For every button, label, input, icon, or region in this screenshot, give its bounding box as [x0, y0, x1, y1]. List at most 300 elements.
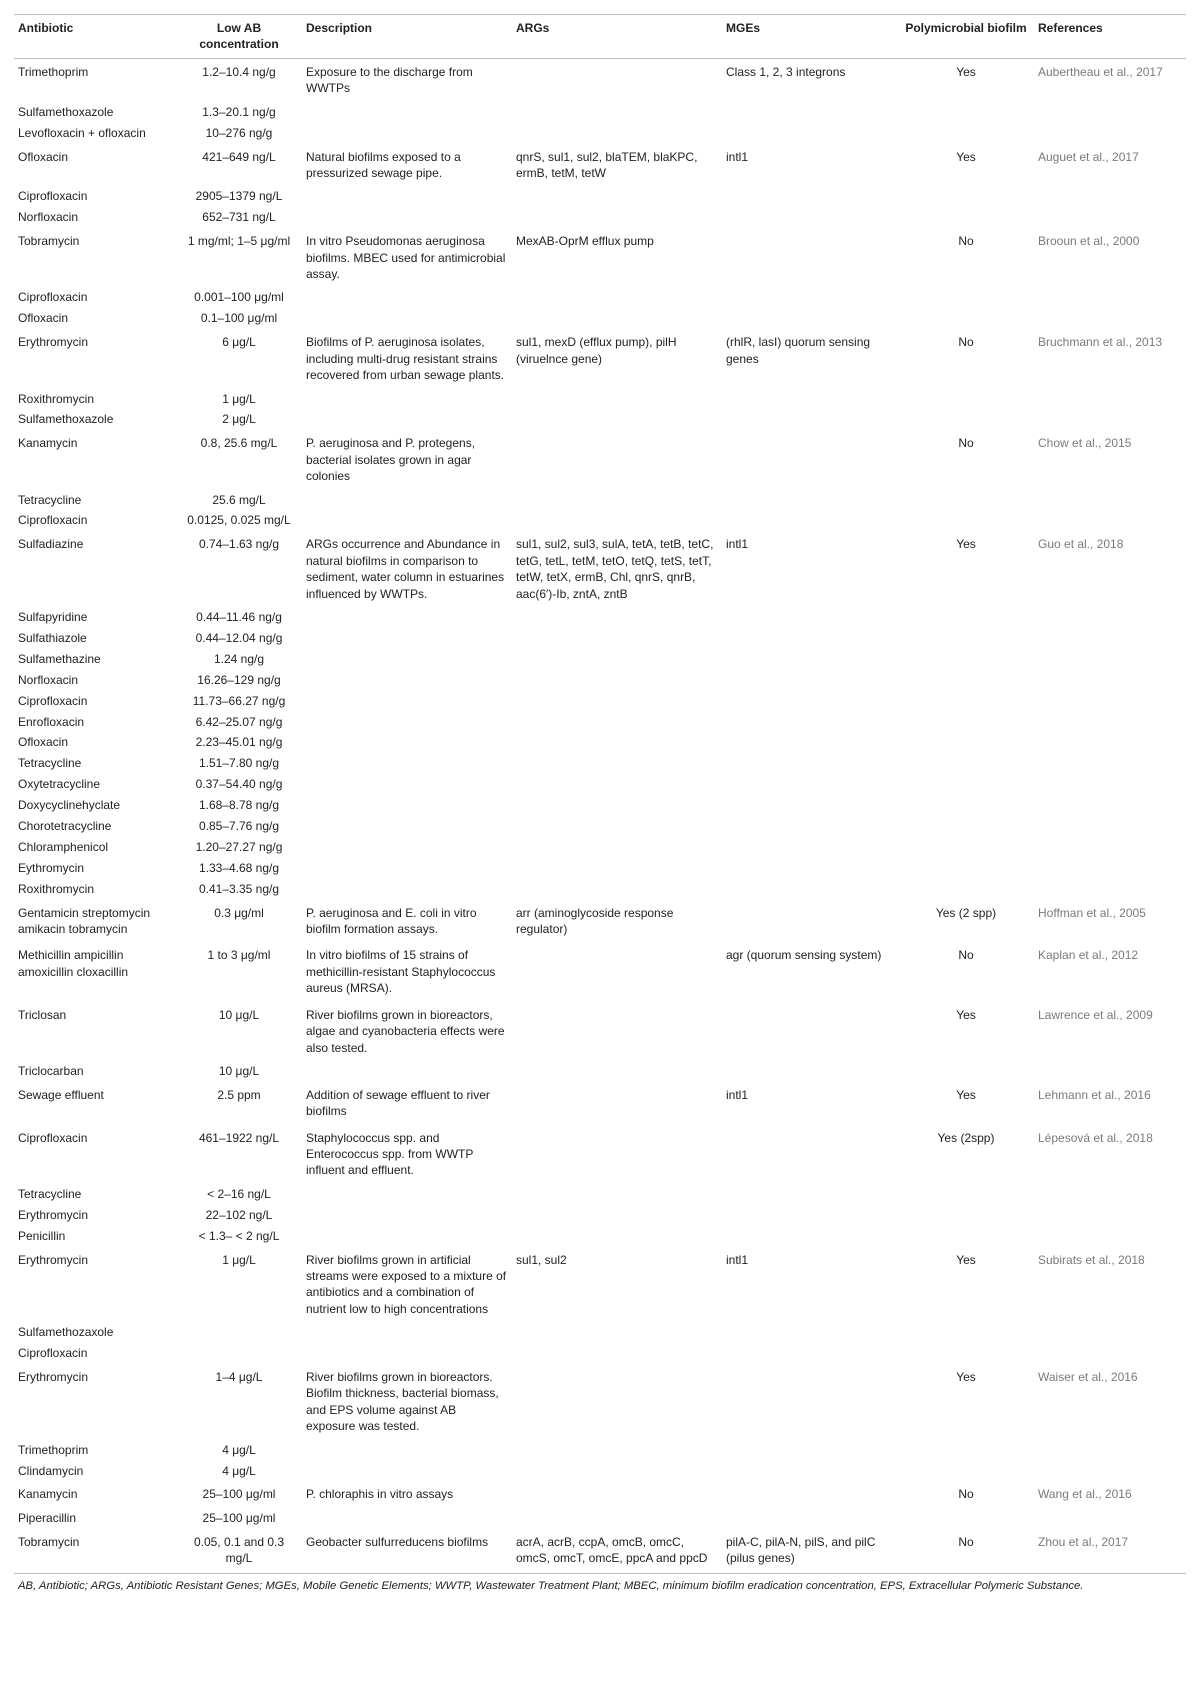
cell-antibiotic: Roxithromycin — [18, 391, 95, 406]
cell-concentration — [176, 1322, 302, 1343]
table-row — [14, 144, 1186, 187]
cell-mges: Class 1, 2, 3 integrons — [726, 65, 846, 79]
cell-description: P. aeruginosa and E. coli in vitro biofilm formation assays. — [306, 905, 477, 937]
cell-mges — [722, 795, 898, 816]
cell-antibiotic: Sulfamethoxazole — [18, 412, 114, 427]
cell-description — [302, 409, 512, 430]
cell-polymicrobial — [898, 1508, 1034, 1529]
cell-args — [512, 837, 722, 858]
cell-antibiotic: Sewage effluent — [18, 1087, 104, 1102]
cell-description — [302, 1508, 512, 1529]
cell-reference — [1034, 670, 1186, 691]
cell-args — [512, 1184, 722, 1205]
cell-reference — [1034, 490, 1186, 511]
cell-polymicrobial — [898, 816, 1034, 837]
cell-args — [512, 691, 722, 712]
cell-antibiotic: Norfloxacin — [18, 672, 79, 687]
cell-antibiotic: Trimethoprim — [18, 65, 89, 79]
cell-antibiotic: Tetracycline — [18, 1186, 82, 1201]
cell-description — [302, 1226, 512, 1247]
cell-description: P. aeruginosa and P. protegens, bacterial isolates grown in agar colonies — [306, 436, 476, 484]
cell-description — [302, 837, 512, 858]
cell-args — [512, 858, 722, 879]
cell-antibiotic: Penicillin — [18, 1228, 66, 1243]
cell-polymicrobial: No — [958, 234, 974, 249]
cell-mges — [722, 430, 898, 489]
cell-reference: Wang et al., 2016 — [1038, 1487, 1132, 1502]
cell-reference — [1034, 1461, 1186, 1482]
table-row — [14, 712, 1186, 733]
table-row — [14, 879, 1186, 900]
table-row — [14, 858, 1186, 879]
table-row — [14, 1322, 1186, 1343]
table-row — [14, 900, 1186, 943]
cell-description — [302, 1061, 512, 1082]
cell-reference — [1034, 308, 1186, 329]
cell-polymicrobial — [898, 186, 1034, 207]
cell-args — [512, 712, 722, 733]
cell-polymicrobial: Yes — [956, 1370, 976, 1384]
cell-concentration: 10 μg/L — [218, 1007, 260, 1022]
cell-args: acrA, acrB, ccpA, omcB, omcC, omcS, omcT, omcE, ppcA and ppcD — [512, 1529, 722, 1573]
cell-antibiotic: Erythromycin — [18, 1370, 89, 1384]
cell-reference: Lawrence et al., 2009 — [1038, 1007, 1153, 1022]
cell-mges — [722, 1184, 898, 1205]
table-row — [14, 207, 1186, 228]
cell-polymicrobial: Yes — [956, 1087, 976, 1102]
cell-args — [512, 774, 722, 795]
cell-mges: intl1 — [726, 1087, 749, 1102]
cell-polymicrobial — [898, 732, 1034, 753]
table-row — [14, 1508, 1186, 1529]
cell-polymicrobial: No — [898, 1529, 1034, 1573]
cell-concentration: 1.2–10.4 ng/g — [202, 65, 276, 79]
cell-antibiotic: Kanamycin — [18, 436, 78, 451]
cell-description: Staphylococcus spp. and Enterococcus spp. from WWTP influent and effluent. — [306, 1130, 474, 1178]
table-row — [14, 1461, 1186, 1482]
cell-reference — [1034, 858, 1186, 879]
cell-args — [512, 1461, 722, 1482]
cell-concentration: 1 μg/L — [222, 391, 256, 406]
table-row — [14, 732, 1186, 753]
cell-polymicrobial — [898, 649, 1034, 670]
cell-antibiotic: Tetracycline — [18, 492, 82, 507]
cell-antibiotic: Methicillin ampicillin amoxicillin cloxacillin — [18, 948, 129, 979]
cell-args — [512, 649, 722, 670]
cell-polymicrobial — [898, 510, 1034, 531]
cell-concentration: 0.74–1.63 ng/g — [198, 537, 280, 552]
header-low-ab-concentration: Low AB concentration — [176, 15, 302, 59]
cell-polymicrobial: Yes — [956, 149, 976, 164]
cell-polymicrobial — [898, 628, 1034, 649]
cell-mges — [722, 879, 898, 900]
cell-reference: Subirats et al., 2018 — [1038, 1252, 1145, 1267]
cell-reference — [1034, 102, 1186, 123]
cell-antibiotic: Ofloxacin — [18, 735, 69, 750]
table-row — [14, 1082, 1186, 1125]
cell-description — [302, 186, 512, 207]
cell-args: arr (aminoglycoside response regulator) — [516, 905, 674, 937]
cell-description — [302, 1461, 512, 1482]
cell-mges — [722, 1125, 898, 1184]
cell-description — [302, 1322, 512, 1343]
table-row — [14, 942, 1186, 1001]
cell-description: ARGs occurrence and Abundance in natural biofilms in comparison to sediment, water column in estuarines influenced by WWTPs. — [306, 537, 505, 601]
cell-description — [302, 816, 512, 837]
cell-concentration: 2.23–45.01 ng/g — [195, 735, 283, 750]
table-row — [14, 1002, 1186, 1061]
table-row — [14, 1061, 1186, 1082]
cell-concentration: 2905–1379 ng/L — [195, 189, 283, 204]
cell-mges: (rhlR, lasI) quorum sensing genes — [726, 335, 871, 366]
cell-polymicrobial — [898, 1461, 1034, 1482]
cell-antibiotic: Kanamycin — [18, 1487, 78, 1502]
cell-args — [512, 607, 722, 628]
cell-polymicrobial — [898, 712, 1034, 733]
cell-antibiotic: Triclocarban — [18, 1063, 84, 1078]
table-row — [14, 1226, 1186, 1247]
table-row — [14, 531, 1186, 607]
cell-polymicrobial — [898, 1343, 1034, 1364]
cell-args — [512, 753, 722, 774]
cell-description: P. chloraphis in vitro assays — [306, 1487, 454, 1502]
cell-concentration: 0.8, 25.6 mg/L — [200, 436, 278, 451]
cell-mges — [722, 837, 898, 858]
table-row — [14, 649, 1186, 670]
cell-mges — [722, 649, 898, 670]
cell-concentration: 25–100 μg/ml — [202, 1510, 276, 1525]
cell-antibiotic: Ciprofloxacin — [18, 1346, 88, 1361]
cell-antibiotic: Erythromycin — [18, 335, 89, 350]
cell-concentration: 421–649 ng/L — [202, 149, 276, 164]
table-row — [14, 1364, 1186, 1440]
cell-polymicrobial — [898, 670, 1034, 691]
cell-mges — [722, 628, 898, 649]
cell-description: Geobacter sulfurreducens biofilms — [302, 1529, 512, 1573]
cell-args: sul1, mexD (efflux pump), pilH (viruelnce gene) — [516, 335, 677, 366]
table-body — [14, 59, 1186, 1574]
cell-description: Natural biofilms exposed to a pressurized sewage pipe. — [306, 149, 461, 181]
cell-concentration: 6 μg/L — [222, 335, 256, 350]
cell-polymicrobial: Yes — [956, 1252, 976, 1267]
cell-description — [302, 1440, 512, 1461]
cell-concentration: < 1.3– < 2 ng/L — [198, 1228, 280, 1243]
cell-antibiotic: Sulfamethazine — [18, 651, 101, 666]
cell-args: sul1, sul2, sul3, sulA, tetA, tetB, tetC, tetG, tetL, tetM, tetO, tetQ, tetS, tetT, tetW, tetX, ermB, Chl, qnrS, qnrB, aac(6′)-Ib, zntA, zntB — [516, 537, 714, 601]
table-row — [14, 389, 1186, 410]
cell-mges — [722, 510, 898, 531]
cell-mges — [722, 1061, 898, 1082]
cell-reference: Waiser et al., 2016 — [1038, 1370, 1138, 1384]
cell-mges — [722, 1364, 898, 1440]
cell-concentration: 0.41–3.35 ng/g — [198, 881, 280, 896]
cell-description — [302, 712, 512, 733]
cell-args — [512, 409, 722, 430]
cell-concentration: 11.73–66.27 ng/g — [192, 693, 286, 708]
cell-mges: intl1 — [726, 149, 749, 164]
cell-reference — [1034, 774, 1186, 795]
cell-mges — [722, 1440, 898, 1461]
cell-mges — [722, 1002, 898, 1061]
cell-concentration: 1.51–7.80 ng/g — [198, 756, 280, 771]
cell-mges — [722, 607, 898, 628]
cell-reference — [1034, 816, 1186, 837]
cell-reference: Kaplan et al., 2012 — [1038, 948, 1139, 963]
cell-concentration: 0.05, 0.1 and 0.3 mg/L — [176, 1529, 302, 1573]
cell-description: Exposure to the discharge from WWTPs — [306, 65, 473, 96]
cell-description — [302, 308, 512, 329]
table-row — [14, 670, 1186, 691]
cell-concentration: 22–102 ng/L — [205, 1207, 273, 1222]
cell-polymicrobial — [898, 490, 1034, 511]
cell-antibiotic: Tobramycin — [18, 234, 80, 249]
header-row — [14, 15, 1186, 59]
cell-reference — [1034, 1508, 1186, 1529]
cell-reference — [1034, 649, 1186, 670]
cell-args — [512, 430, 722, 489]
table-row — [14, 837, 1186, 858]
cell-description — [302, 607, 512, 628]
cell-polymicrobial — [898, 1205, 1034, 1226]
cell-args — [512, 186, 722, 207]
cell-polymicrobial — [898, 207, 1034, 228]
cell-mges — [722, 670, 898, 691]
cell-description — [302, 490, 512, 511]
cell-args — [512, 510, 722, 531]
cell-concentration: 25–100 μg/ml — [202, 1487, 276, 1502]
cell-args — [512, 1082, 722, 1125]
cell-args — [512, 732, 722, 753]
table-row — [14, 607, 1186, 628]
cell-concentration: 1–4 μg/L — [215, 1370, 263, 1384]
cell-antibiotic: Ciprofloxacin — [18, 1130, 88, 1145]
cell-concentration: 0.85–7.76 ng/g — [198, 819, 280, 834]
cell-reference: Zhou et al., 2017 — [1034, 1529, 1186, 1573]
cell-mges: agr (quorum sensing system) — [726, 948, 882, 963]
cell-args — [512, 670, 722, 691]
cell-concentration: 4 μg/L — [222, 1463, 256, 1478]
cell-reference: Guo et al., 2018 — [1038, 537, 1124, 552]
cell-reference — [1034, 1226, 1186, 1247]
table-row — [14, 1205, 1186, 1226]
cell-description — [302, 1343, 512, 1364]
cell-antibiotic: Sulfamethoxazole — [18, 104, 114, 119]
cell-mges: intl1 — [726, 1252, 749, 1267]
cell-polymicrobial — [898, 879, 1034, 900]
cell-polymicrobial — [898, 1322, 1034, 1343]
cell-description — [302, 691, 512, 712]
cell-concentration: 1.3–20.1 ng/g — [202, 104, 276, 119]
table-row — [14, 186, 1186, 207]
cell-description — [302, 795, 512, 816]
cell-mges — [722, 732, 898, 753]
cell-description — [302, 879, 512, 900]
table-row — [14, 1184, 1186, 1205]
cell-args — [512, 1125, 722, 1184]
cell-reference — [1034, 753, 1186, 774]
cell-description: River biofilms grown in artificial streams were exposed to a mixture of antibiotics and a combination of nutrient low to high concentrations — [306, 1252, 507, 1316]
header-references: References — [1034, 15, 1186, 59]
table-row — [14, 123, 1186, 144]
cell-antibiotic: Erythromycin — [18, 1207, 89, 1222]
cell-mges — [722, 1508, 898, 1529]
cell-polymicrobial — [898, 691, 1034, 712]
table-row — [14, 753, 1186, 774]
cell-antibiotic: Chloramphenicol — [18, 839, 109, 854]
cell-reference — [1034, 207, 1186, 228]
cell-args — [512, 389, 722, 410]
cell-reference — [1034, 795, 1186, 816]
cell-reference — [1034, 123, 1186, 144]
table-row — [14, 510, 1186, 531]
cell-polymicrobial: Yes — [956, 65, 976, 79]
cell-mges — [722, 228, 898, 287]
cell-mges — [722, 1461, 898, 1482]
cell-mges — [722, 753, 898, 774]
cell-concentration: 6.42–25.07 ng/g — [195, 714, 283, 729]
cell-polymicrobial: Yes — [956, 1007, 976, 1022]
table-row — [14, 628, 1186, 649]
cell-concentration: 461–1922 ng/L — [198, 1130, 280, 1145]
cell-concentration: 0.0125, 0.025 mg/L — [187, 513, 291, 528]
table-row — [14, 228, 1186, 287]
cell-antibiotic: Ciprofloxacin — [18, 290, 88, 305]
cell-mges — [722, 1205, 898, 1226]
cell-concentration: 1.68–8.78 ng/g — [198, 798, 280, 813]
cell-polymicrobial — [898, 389, 1034, 410]
cell-concentration — [176, 1343, 302, 1364]
table-row — [14, 430, 1186, 489]
cell-polymicrobial: No — [958, 1487, 974, 1502]
cell-concentration: 2 μg/L — [222, 412, 256, 427]
cell-args — [512, 879, 722, 900]
table-row — [14, 102, 1186, 123]
cell-args: qnrS, sul1, sul2, blaTEM, blaKPC, ermB, tetM, tetW — [516, 149, 698, 181]
cell-antibiotic: Sulfadiazine — [18, 537, 84, 552]
cell-description — [302, 628, 512, 649]
table-footnote: AB, Antibiotic; ARGs, Antibiotic Resistant Genes; MGEs, Mobile Genetic Elements; WWTP, Wastewater Treatment Plant; MBEC, minimum biofilm eradication concentration, EPS, Extracellular Polymeric Substance. — [18, 1579, 1084, 1592]
table-row — [14, 490, 1186, 511]
cell-args — [512, 123, 722, 144]
cell-description — [302, 102, 512, 123]
cell-reference: Lépesová et al., 2018 — [1038, 1130, 1153, 1145]
cell-reference — [1034, 409, 1186, 430]
cell-antibiotic: Sulfamethozaxole — [18, 1325, 114, 1340]
cell-reference — [1034, 389, 1186, 410]
cell-args — [512, 1364, 722, 1440]
cell-antibiotic: Clindamycin — [18, 1463, 84, 1478]
cell-antibiotic: Piperacillin — [18, 1510, 77, 1525]
cell-description — [302, 858, 512, 879]
table-row — [14, 1343, 1186, 1364]
cell-polymicrobial — [898, 774, 1034, 795]
cell-antibiotic: Enrofloxacin — [18, 714, 85, 729]
cell-reference — [1034, 287, 1186, 308]
cell-args — [512, 1205, 722, 1226]
cell-antibiotic: Tobramycin — [14, 1529, 176, 1573]
cell-reference: Aubertheau et al., 2017 — [1038, 65, 1163, 79]
cell-mges — [722, 1226, 898, 1247]
cell-description — [302, 389, 512, 410]
cell-antibiotic: Chorotetracycline — [18, 819, 112, 834]
cell-reference — [1034, 879, 1186, 900]
cell-args — [512, 1508, 722, 1529]
table-container — [14, 14, 1186, 1594]
cell-mges — [722, 389, 898, 410]
table-row — [14, 1247, 1186, 1323]
cell-args — [512, 1061, 722, 1082]
cell-antibiotic: Tetracycline — [18, 756, 82, 771]
cell-args: MexAB-OprM efflux pump — [516, 234, 654, 249]
cell-polymicrobial — [898, 102, 1034, 123]
cell-mges — [722, 102, 898, 123]
cell-reference — [1034, 1343, 1186, 1364]
cell-args — [512, 287, 722, 308]
table-row — [14, 1481, 1186, 1507]
cell-polymicrobial — [898, 607, 1034, 628]
cell-mges — [722, 123, 898, 144]
header-antibiotic: Antibiotic — [14, 15, 176, 59]
cell-concentration: 2.5 ppm — [217, 1087, 261, 1102]
cell-mges — [722, 490, 898, 511]
cell-antibiotic: Erythromycin — [18, 1252, 89, 1267]
cell-mges — [722, 712, 898, 733]
cell-description: Addition of sewage effluent to river biofilms — [306, 1087, 490, 1119]
cell-polymicrobial: Yes — [956, 537, 976, 552]
cell-polymicrobial — [898, 753, 1034, 774]
cell-description: River biofilms grown in bioreactors, algae and cyanobacteria effects were also tested. — [306, 1007, 505, 1055]
cell-antibiotic: Sulfapyridine — [18, 609, 88, 624]
cell-reference: Lehmann et al., 2016 — [1038, 1087, 1151, 1102]
cell-description — [302, 774, 512, 795]
cell-antibiotic: Levofloxacin + ofloxacin — [18, 125, 146, 140]
cell-args — [512, 102, 722, 123]
cell-mges — [722, 900, 898, 943]
cell-description: Biofilms of P. aeruginosa isolates, including multi-drug resistant strains recovered from urban sewage plants. — [306, 335, 505, 383]
header-mges: MGEs — [722, 15, 898, 59]
table-row — [14, 774, 1186, 795]
header-description: Description — [302, 15, 512, 59]
cell-description — [302, 207, 512, 228]
cell-reference — [1034, 691, 1186, 712]
cell-description: In vitro biofilms of 15 strains of methicillin-resistant Staphylococcus aureus (MRSA). — [306, 948, 496, 996]
table-header — [14, 15, 1186, 59]
cell-args — [512, 1002, 722, 1061]
cell-concentration: 0.44–12.04 ng/g — [195, 630, 283, 645]
cell-mges — [722, 308, 898, 329]
table-row — [14, 1440, 1186, 1461]
cell-args — [512, 1440, 722, 1461]
cell-reference — [1034, 1184, 1186, 1205]
cell-reference: Auguet et al., 2017 — [1038, 149, 1139, 164]
cell-polymicrobial — [898, 837, 1034, 858]
cell-antibiotic: Sulfathiazole — [18, 630, 87, 645]
table-row — [14, 409, 1186, 430]
header-args: ARGs — [512, 15, 722, 59]
cell-args — [512, 59, 722, 102]
cell-args — [512, 490, 722, 511]
cell-polymicrobial: Yes (2spp) — [937, 1130, 995, 1145]
cell-antibiotic: Trimethoprim — [18, 1442, 89, 1457]
table-row — [14, 59, 1186, 102]
cell-polymicrobial — [898, 1061, 1034, 1082]
cell-description — [302, 1205, 512, 1226]
cell-antibiotic: Gentamicin streptomycin amikacin tobramycin — [18, 905, 151, 937]
cell-description — [302, 649, 512, 670]
cell-reference — [1034, 628, 1186, 649]
cell-reference: Brooun et al., 2000 — [1038, 234, 1140, 249]
cell-concentration: 1.33–4.68 ng/g — [198, 860, 280, 875]
